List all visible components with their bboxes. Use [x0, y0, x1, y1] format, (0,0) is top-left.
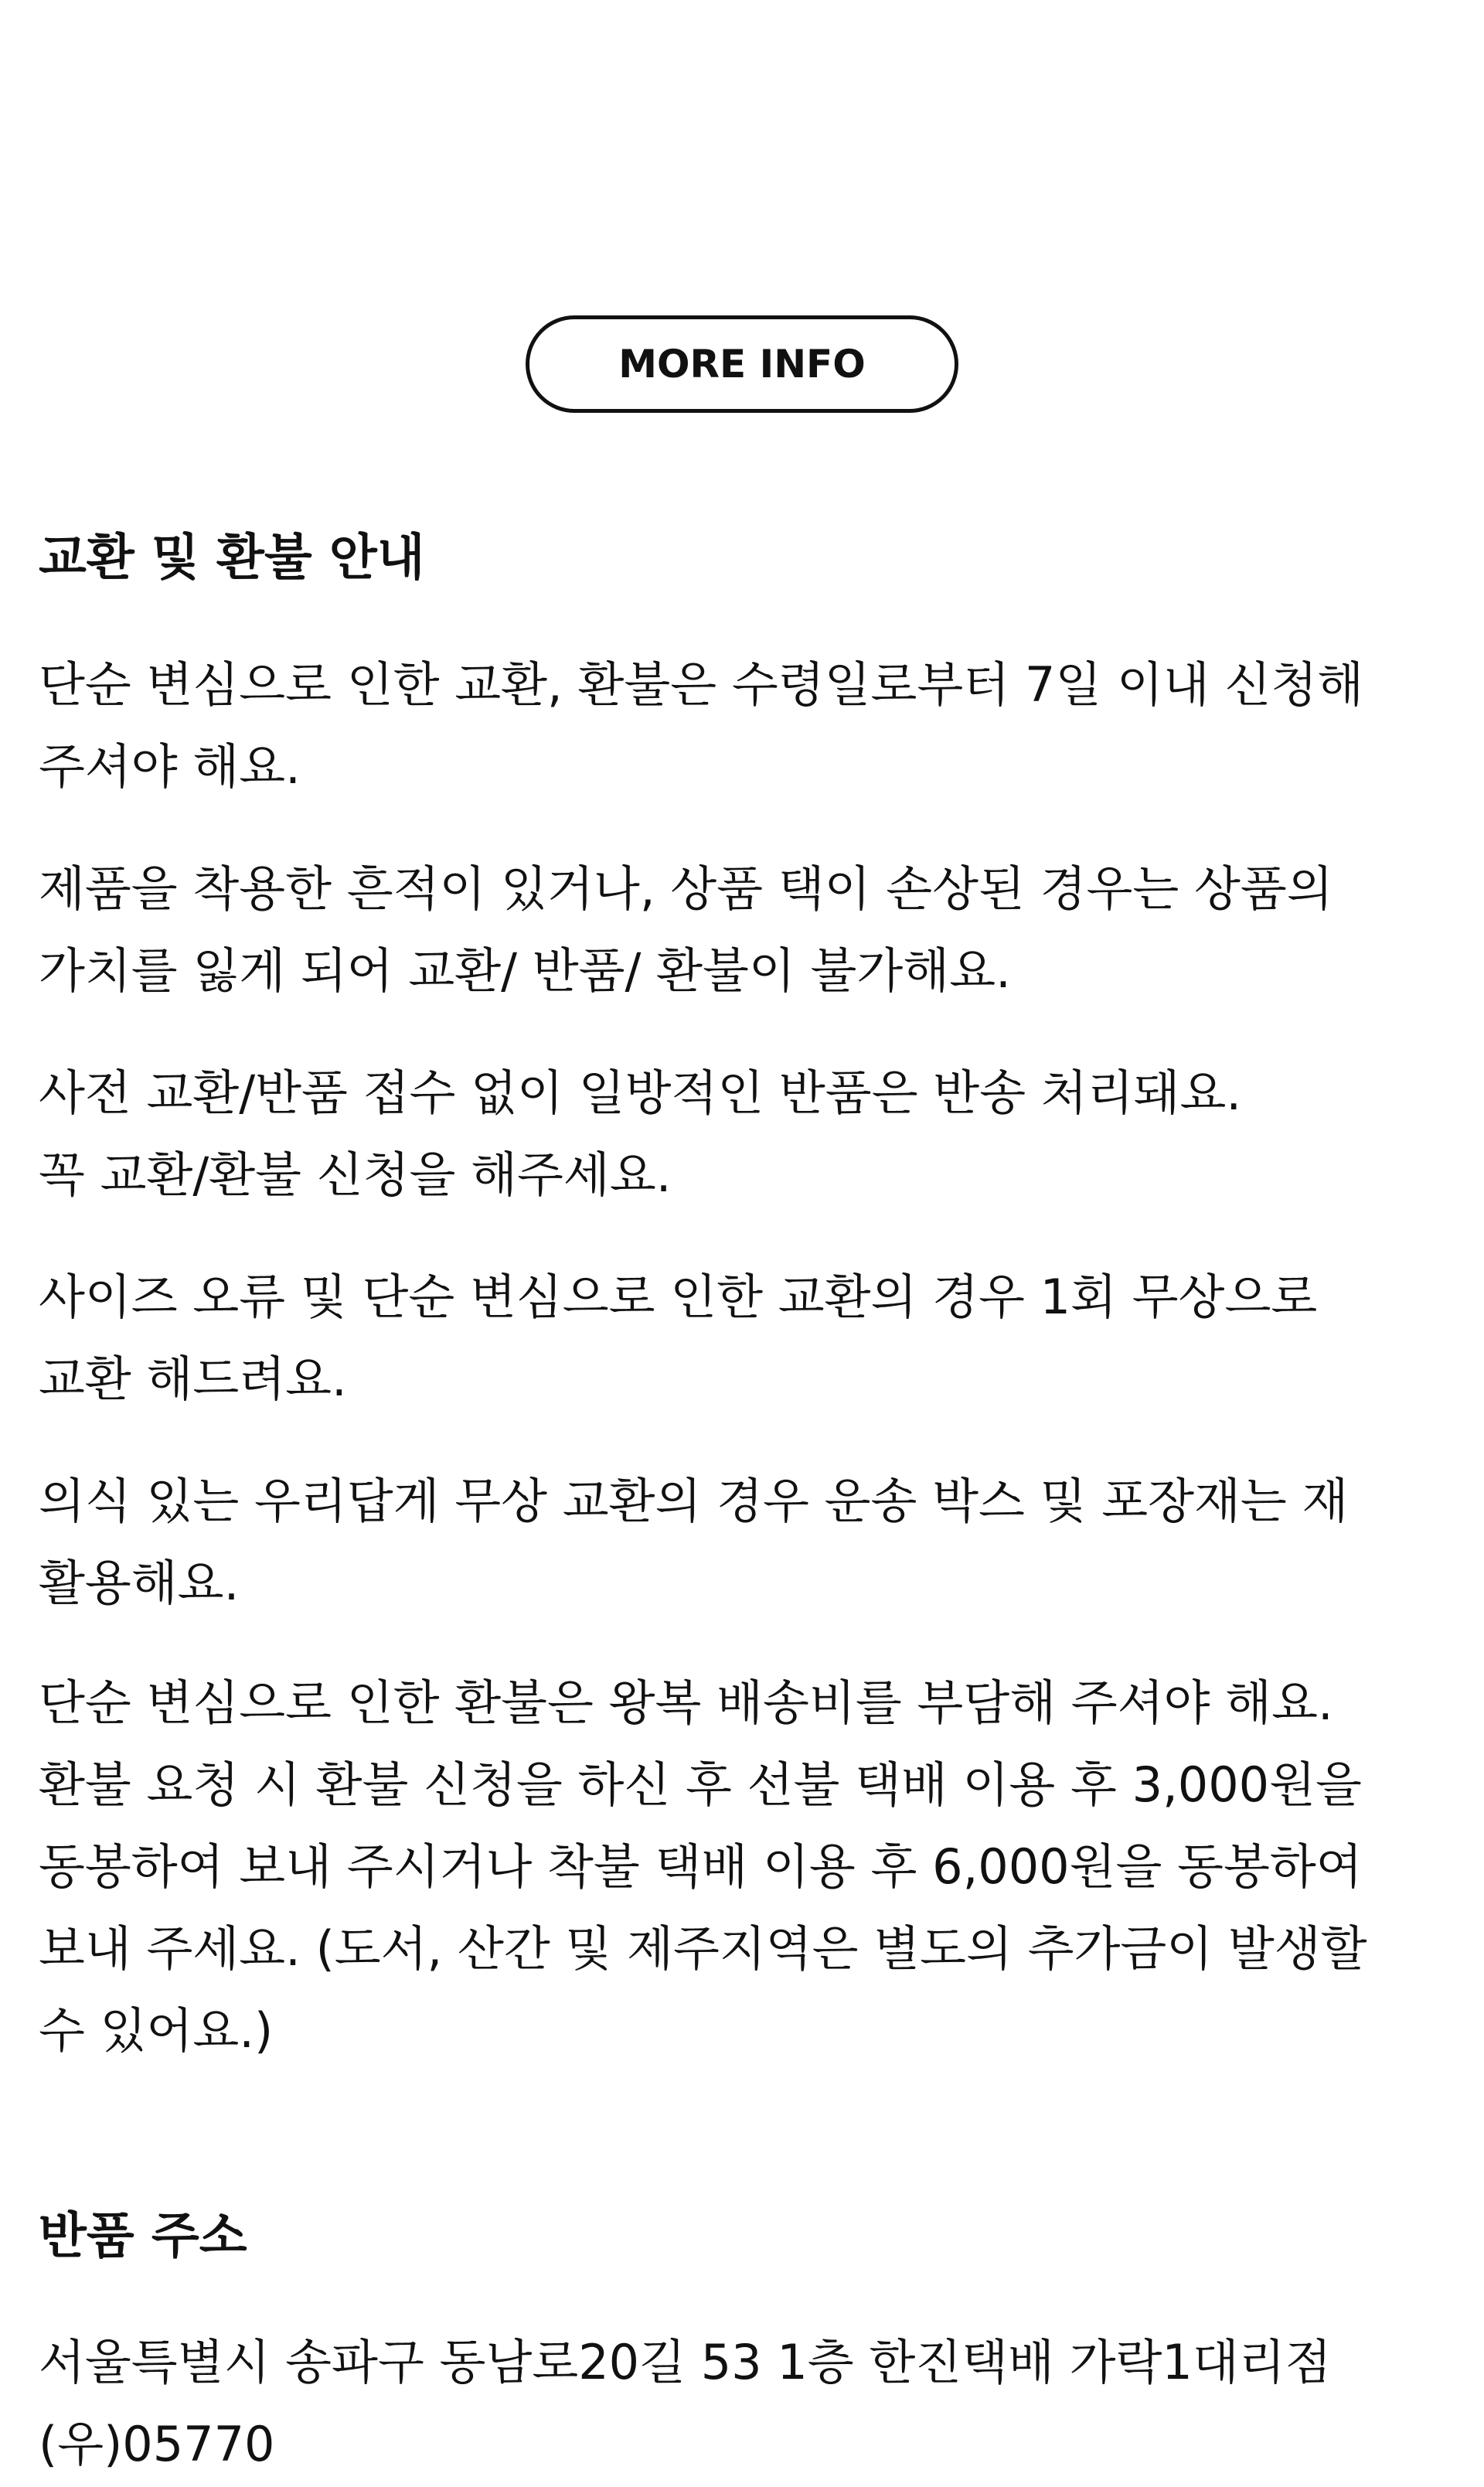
paragraph-line: 환불 요청 시 환불 신청을 하신 후 선불 택배 이용 후 3,000원을	[39, 1756, 1362, 1813]
paragraph-line: 제품을 착용한 흔적이 있거나, 상품 택이 손상된 경우는 상품의	[39, 860, 1333, 917]
exchange-paragraph-5	[39, 1460, 1445, 1624]
address-line: 서울특별시 송파구 동남로20길 53 1층 한진택배 가락1대리점	[39, 2334, 1332, 2390]
more-info-button[interactable]: MORE INFO	[526, 315, 958, 413]
exchange-paragraph-2	[39, 848, 1445, 1012]
paragraph-line: 단순 변심으로 인한 교환, 환불은 수령일로부터 7일 이내 신청해	[39, 656, 1364, 713]
exchange-paragraph-1	[39, 644, 1445, 808]
paragraph-line: 사이즈 오류 및 단순 변심으로 인한 교환의 경우 1회 무상으로	[39, 1269, 1318, 1325]
return-address	[39, 2322, 1445, 2485]
exchange-paragraph-4	[39, 1256, 1445, 1420]
paragraph-line: 주셔야 해요.	[39, 738, 301, 795]
paragraph-line: 교환 해드려요.	[39, 1351, 347, 1407]
exchange-paragraph-6	[39, 1662, 1445, 2072]
postal-code: (우)05770	[39, 2416, 275, 2472]
paragraph-line: 수 있어요.)	[39, 2002, 274, 2059]
return-address-title: 반품 주소	[39, 2208, 247, 2265]
paragraph-line: 가치를 잃게 되어 교환/ 반품/ 환불이 불가해요.	[39, 942, 1011, 999]
paragraph-line: 사전 교환/반품 접수 없이 일방적인 반품은 반송 처리돼요.	[39, 1065, 1242, 1121]
exchange-paragraph-3	[39, 1052, 1445, 1216]
paragraph-line: 활용해요.	[39, 1555, 240, 1611]
paragraph-line: 단순 변심으로 인한 환불은 왕복 배송비를 부담해 주셔야 해요.	[39, 1674, 1333, 1731]
more-info-container	[0, 315, 1484, 413]
paragraph-line: 동봉하여 보내 주시거나 착불 택배 이용 후 6,000원을 동봉하여	[39, 1838, 1363, 1895]
paragraph-line: 의식 있는 우리답게 무상 교환의 경우 운송 박스 및 포장재는 재	[39, 1473, 1349, 1529]
paragraph-line: 꼭 교환/환불 신청을 해주세요.	[39, 1146, 672, 1203]
exchange-refund-title: 교환 및 환불 안내	[39, 530, 425, 587]
paragraph-line: 보내 주세요. (도서, 산간 및 제주지역은 별도의 추가금이 발생할	[39, 1920, 1367, 1977]
